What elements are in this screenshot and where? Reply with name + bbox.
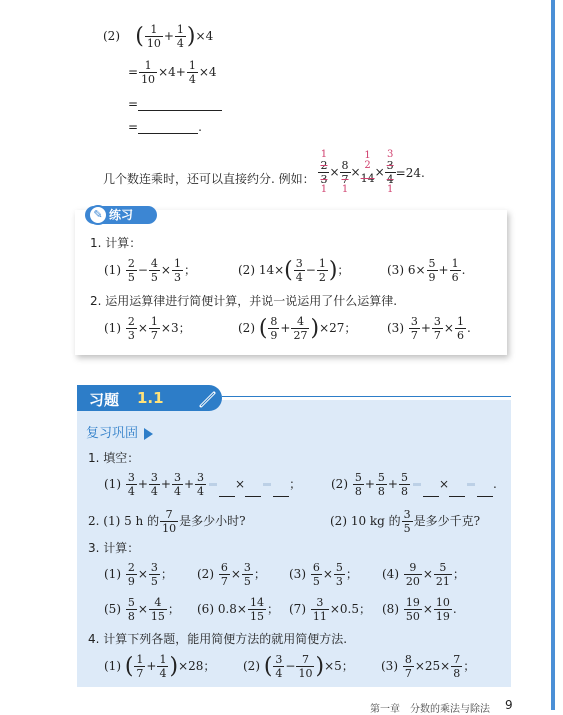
times-sign: × [329,165,340,179]
worked-example-2: (2) ( $\frac{1}{10}$ + $\frac{1}{4}$ )×4 [103,23,214,50]
cancel-fraction: $\frac{8}{7}$ 1 [341,159,349,195]
answer-blank[interactable] [138,98,222,111]
exercise-q4: 4. 计算下列各题，能用简便方法的就用简便方法. [88,632,348,646]
worked-step-3 [128,120,202,134]
exercise-q2-1: 2. (1) 5 h 的 $\frac{7}{10}$ 是多少小时? [88,508,246,535]
practice-q1-3: (3) 6× $\frac{5}{9}$ + $\frac{1}{6}$ . [387,257,466,284]
fraction: $\frac{1}{10}$ [141,59,156,86]
pencil-icon [197,388,219,410]
exercise-q3-3: (3) $\frac{6}{5}$ × $\frac{5}{3}$ ； [289,561,358,588]
worked-step-2 [128,97,222,111]
practice-q1-1: (1) $\frac{2}{5}$ − $\frac{4}{5}$ × $\frac{1}{3}$ ； [104,257,196,284]
worked-step-1 [128,60,217,85]
exercise-title: 习题 [89,391,120,409]
fraction: $\frac{1}{4}$ [188,59,196,86]
exercise-q2-2: (2) 10 kg 的 $\frac{3}{5}$ 是多少千克? [330,508,481,535]
exercise-q3-2: (2) $\frac{6}{7}$ × $\frac{3}{5}$ ； [197,561,266,588]
pencil-badge-icon: ✎ [88,205,108,225]
note-text: 几个数连乘时，还可以直接约分. 例如： [103,172,315,186]
fraction: $\frac{1}{4}$ [176,23,184,50]
exercise-q3-5: (5) $\frac{5}{8}$ × $\frac{4}{15}$ ； [104,596,180,623]
exercise-q4-3: (3) $\frac{8}{7}$ ×25× $\frac{7}{8}$ ； [381,653,476,680]
review-section-heading [86,422,153,441]
expr-part: ×4 [198,65,217,79]
practice-q2-3: (3) $\frac{3}{7}$ + $\frac{3}{7}$ × $\frac{1}{6}$ . [387,315,471,342]
item-label: (2) [103,29,120,43]
practice-q1-2: (2) 14×( $\frac{3}{4}$ − $\frac{1}{2}$ )； [238,257,350,284]
times-sign: × [374,165,385,179]
exercise-q3: 3. 计算： [88,541,140,555]
exercise-q1-1: (1) $\frac{3}{4}$ + $\frac{3}{4}$ + $\frac{3}{4}$ + $\frac{3}{4}$ × ； [104,471,302,498]
cancel-number: 1 2 14 [360,149,375,185]
review-label: 复习巩固 [86,426,139,441]
exercise-q1-2: (2) $\frac{5}{8}$ + $\frac{5}{8}$ + $\frac{5}{8}$ × . [331,471,497,498]
equals: = [128,97,139,111]
equals: = [128,120,139,134]
exercise-q3-1: (1) $\frac{2}{9}$ × $\frac{3}{5}$ ； [104,561,173,588]
expr-part: ×4+ [158,65,186,79]
page-number: 9 [505,698,513,712]
practice-title: 练习 [85,206,157,224]
page-edge-bar [551,0,555,710]
exercise-q3-7: (7) $\frac{3}{11}$ ×0.5； [289,596,371,623]
practice-q2-1: (1) $\frac{2}{3}$ × $\frac{1}{7}$ ×3； [104,315,191,342]
times-sign: × [350,165,361,179]
expr-tail: ×4 [195,29,214,43]
answer-blank[interactable] [138,121,198,134]
chapter-footer: 第一章 分数的乘法与除法 [370,704,490,715]
practice-q1: 1. 计算： [90,236,142,250]
exercise-q3-8: (8) $\frac{19}{50}$ × $\frac{10}{19}$ . [382,596,457,623]
exercise-q4-1: (1) ( $\frac{1}{7}$ + $\frac{1}{4}$ )×28； [104,653,216,680]
exercise-number: 1.1 [137,389,164,407]
fraction: $\frac{1}{10}$ [146,23,161,50]
exercise-q1: 1. 填空： [88,451,140,465]
exercise-q3-4: (4) $\frac{9}{20}$ × $\frac{5}{21}$ ； [382,561,465,588]
practice-q2: 2. 运用运算律进行简便计算，并说一说运用了什么运算律. [90,294,398,308]
paren-right: ) [186,23,196,49]
exercise-q3-6: (6) 0.8× $\frac{14}{15}$ ； [197,596,279,623]
exercise-q4-2: (2) ( $\frac{3}{4}$ − $\frac{7}{10}$ )×5； [243,653,354,680]
equals: = [128,65,139,79]
cancellation-note [103,149,425,195]
example-result: =24. [395,165,425,180]
cancel-fraction: 1 $\frac{2}{3}$ 1 [320,149,328,195]
triangle-right-icon [144,428,153,440]
header-divider [222,396,511,397]
paren-left: ( [135,23,144,49]
practice-q2-2: (2) ( $\frac{8}{9}$ + $\frac{4}{27}$ )×27； [238,315,357,342]
cancel-fraction: 3 $\frac{3}{4}$ 1 [386,149,394,195]
period: . [198,120,202,134]
